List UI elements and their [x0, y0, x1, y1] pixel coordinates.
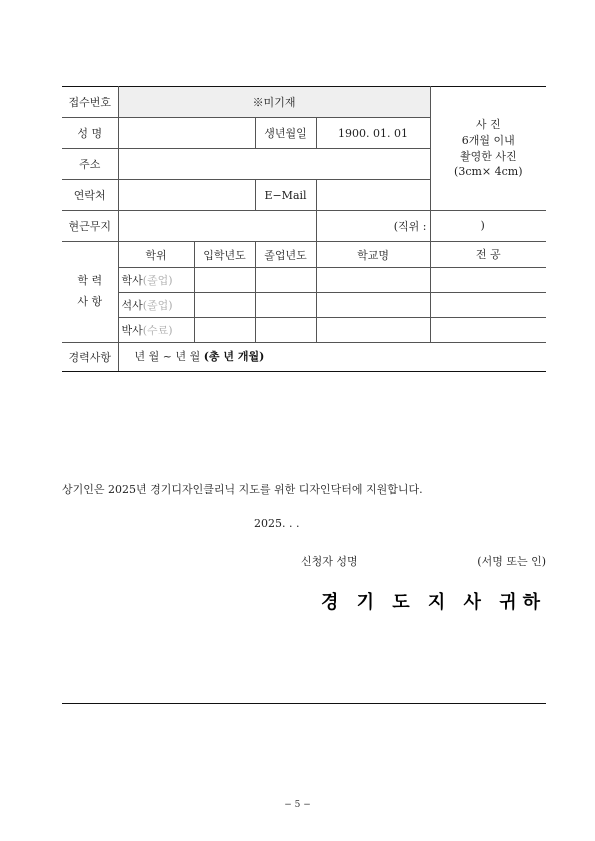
birth-date-label: 생년월일	[255, 118, 316, 149]
photo-title: 사 진	[475, 117, 501, 131]
degree-header: 학위	[118, 242, 194, 268]
school-name-cell[interactable]	[316, 268, 430, 293]
major-cell[interactable]	[430, 268, 546, 293]
graduation-year-header: 졸업년도	[255, 242, 316, 268]
name-field[interactable]	[118, 118, 255, 149]
addressee: 경 기 도 지 사 귀하	[320, 592, 546, 613]
receipt-number-value: ※미기재	[118, 87, 430, 118]
application-form-table	[62, 86, 546, 372]
degree-status: (수료)	[142, 324, 173, 337]
admission-year-cell[interactable]	[194, 293, 255, 318]
photo-note-1: 6개월 이내	[461, 133, 515, 147]
career-period: 년 월 ~ 년 월	[134, 350, 201, 364]
education-label-line-1: 학 력	[77, 274, 103, 288]
photo-box	[430, 87, 546, 211]
photo-size: (3cm× 4cm)	[454, 165, 523, 179]
workplace-field[interactable]	[118, 211, 316, 242]
signature-note: (서명 또는 인)	[477, 555, 546, 568]
major-cell[interactable]	[430, 293, 546, 318]
position-field[interactable]	[430, 211, 546, 242]
school-name-header: 학교명	[316, 242, 430, 268]
receipt-number-label: 접수번호	[62, 87, 118, 118]
career-label: 경력사항	[62, 343, 118, 372]
email-field[interactable]	[316, 180, 430, 211]
school-name-cell[interactable]	[316, 293, 430, 318]
applicant-name-label: 신청자 성명	[301, 555, 358, 568]
address-field[interactable]	[118, 149, 430, 180]
degree-master	[118, 293, 194, 318]
admission-year-cell[interactable]	[194, 318, 255, 343]
school-name-cell[interactable]	[316, 318, 430, 343]
degree-doctorate	[118, 318, 194, 343]
degree-name: 학사	[121, 274, 143, 287]
application-date: 2025. . .	[254, 517, 300, 530]
contact-label: 연락처	[62, 180, 118, 211]
degree-name: 석사	[121, 299, 143, 312]
degree-name: 박사	[121, 324, 143, 337]
major-header: 전 공	[430, 242, 546, 268]
degree-status: (졸업)	[142, 274, 173, 287]
admission-year-cell[interactable]	[194, 268, 255, 293]
bottom-divider	[62, 703, 546, 704]
admission-year-header: 입학년도	[194, 242, 255, 268]
page-number: − 5 −	[284, 800, 311, 810]
birth-date-value[interactable]: 1900. 01. 01	[316, 118, 430, 149]
degree-status: (졸업)	[142, 299, 173, 312]
career-field[interactable]	[118, 343, 546, 372]
education-label	[62, 242, 118, 343]
position-label: (직위 :	[316, 211, 430, 242]
career-total: (총 년 개월)	[203, 350, 265, 364]
photo-note-2: 촬영한 사진	[459, 149, 517, 163]
degree-bachelor	[118, 268, 194, 293]
address-label: 주소	[62, 149, 118, 180]
email-label: E−Mail	[255, 180, 316, 211]
graduation-year-cell[interactable]	[255, 293, 316, 318]
application-statement: 상기인은 2025년 경기디자인클리닉 지도를 위한 디자인닥터에 지원합니다.	[62, 483, 423, 496]
position-close-paren: )	[480, 219, 485, 233]
graduation-year-cell[interactable]	[255, 318, 316, 343]
workplace-label: 현근무지	[62, 211, 118, 242]
contact-field[interactable]	[118, 180, 255, 211]
major-cell[interactable]	[430, 318, 546, 343]
graduation-year-cell[interactable]	[255, 268, 316, 293]
name-label: 성 명	[62, 118, 118, 149]
education-label-line-2: 사 항	[77, 295, 103, 308]
